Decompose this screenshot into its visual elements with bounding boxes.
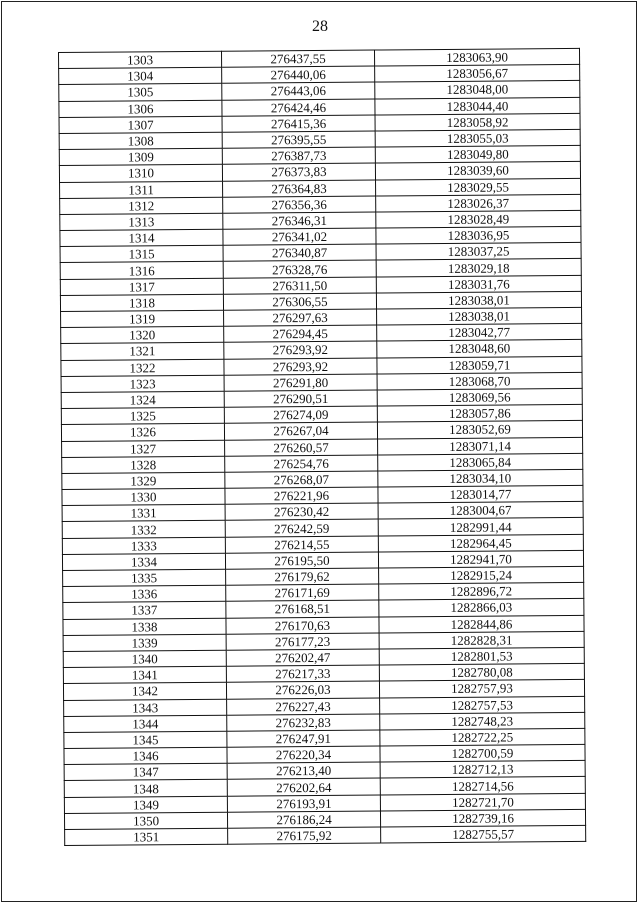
x-coordinate-cell: 276254,76 [225,455,378,472]
point-number-cell: 1305 [59,84,222,101]
x-coordinate-cell: 276373,83 [222,163,375,180]
x-coordinate-cell: 276293,92 [224,341,377,358]
x-coordinate-cell: 276356,36 [223,196,376,213]
point-number-cell: 1349 [64,796,227,813]
x-coordinate-cell: 276346,31 [223,212,376,229]
point-number-cell: 1326 [61,424,224,441]
point-number-cell: 1338 [63,618,226,635]
x-coordinate-cell: 276232,83 [227,714,380,731]
x-coordinate-cell: 276177,23 [226,633,379,650]
point-number-cell: 1309 [59,148,222,165]
point-number-cell: 1318 [60,294,223,311]
x-coordinate-cell: 276437,55 [221,50,374,67]
point-number-cell: 1344 [64,715,227,732]
y-coordinate-cell: 1283004,67 [378,502,583,520]
y-coordinate-cell: 1283063,90 [374,48,579,66]
x-coordinate-cell: 276294,45 [224,325,377,342]
x-coordinate-cell: 276202,47 [226,649,379,666]
y-coordinate-cell: 1283059,71 [377,356,582,374]
y-coordinate-cell: 1282757,53 [380,696,585,714]
point-number-cell: 1313 [60,213,223,230]
point-number-cell: 1347 [64,763,227,780]
point-number-cell: 1316 [60,262,223,279]
x-coordinate-cell: 276214,55 [225,536,378,553]
y-coordinate-cell: 1282757,93 [379,680,584,698]
y-coordinate-cell: 1283038,01 [377,307,582,325]
x-coordinate-cell: 276170,63 [226,617,379,634]
y-coordinate-cell: 1283065,84 [378,453,583,471]
x-coordinate-cell: 276186,24 [227,811,380,828]
point-number-cell: 1310 [59,165,222,182]
x-coordinate-cell: 276230,42 [225,503,378,520]
point-number-cell: 1340 [63,650,226,667]
y-coordinate-cell: 1283071,14 [378,437,583,455]
x-coordinate-cell: 276168,51 [226,600,379,617]
y-coordinate-cell: 1282722,25 [380,728,585,746]
y-coordinate-cell: 1283052,69 [377,421,582,439]
point-number-cell: 1308 [59,132,222,149]
table-row [65,825,586,845]
point-number-cell: 1311 [60,181,223,198]
point-number-cell: 1306 [59,100,222,117]
y-coordinate-cell: 1283055,03 [375,129,580,147]
point-number-cell: 1328 [62,456,225,473]
x-coordinate-cell: 276267,04 [224,422,377,439]
point-number-cell: 1351 [65,828,228,845]
y-coordinate-cell: 1282755,57 [381,825,586,843]
y-coordinate-cell: 1283068,70 [377,372,582,390]
x-coordinate-cell: 276202,64 [227,778,380,795]
page-number: 28 [312,18,328,35]
y-coordinate-cell: 1282721,70 [380,793,585,811]
point-number-cell: 1346 [64,747,227,764]
y-coordinate-cell: 1283029,55 [376,178,581,196]
y-coordinate-cell: 1283036,95 [376,226,581,244]
x-coordinate-cell: 276274,09 [224,406,377,423]
y-coordinate-cell: 1282700,59 [380,744,585,762]
point-number-cell: 1315 [60,245,223,262]
y-coordinate-cell: 1282964,45 [378,534,583,552]
y-coordinate-cell: 1283057,86 [377,405,582,423]
x-coordinate-cell: 276171,69 [226,584,379,601]
x-coordinate-cell: 276260,57 [225,439,378,456]
y-coordinate-cell: 1282739,16 [380,809,585,827]
point-number-cell: 1303 [59,51,222,68]
x-coordinate-cell: 276290,51 [224,390,377,407]
x-coordinate-cell: 276440,06 [222,66,375,83]
y-coordinate-cell: 1283058,92 [375,113,580,131]
y-coordinate-cell: 1282801,53 [379,647,584,665]
point-number-cell: 1343 [64,699,227,716]
y-coordinate-cell: 1283044,40 [375,97,580,115]
point-number-cell: 1335 [63,569,226,586]
x-coordinate-cell: 276341,02 [223,228,376,245]
y-coordinate-cell: 1282712,13 [380,761,585,779]
x-coordinate-cell: 276175,92 [228,827,381,844]
y-coordinate-cell: 1283028,49 [376,210,581,228]
point-number-cell: 1312 [60,197,223,214]
x-coordinate-cell: 276311,50 [223,277,376,294]
y-coordinate-cell: 1283049,80 [375,146,580,164]
point-number-cell: 1350 [64,812,227,829]
point-number-cell: 1325 [61,407,224,424]
point-number-cell: 1319 [61,310,224,327]
point-number-cell: 1337 [63,602,226,619]
y-coordinate-cell: 1283048,60 [377,340,582,358]
point-number-cell: 1342 [63,683,226,700]
y-coordinate-cell: 1283048,00 [375,81,580,99]
point-number-cell: 1322 [61,359,224,376]
x-coordinate-cell: 276247,91 [227,730,380,747]
y-coordinate-cell: 1283069,56 [377,388,582,406]
y-coordinate-cell: 1283039,60 [375,162,580,180]
x-coordinate-cell: 276424,46 [222,99,375,116]
point-number-cell: 1329 [62,472,225,489]
y-coordinate-cell: 1283031,76 [376,275,581,293]
y-coordinate-cell: 1282941,70 [378,550,583,568]
point-number-cell: 1333 [62,537,225,554]
x-coordinate-cell: 276242,59 [225,519,378,536]
y-coordinate-cell: 1283042,77 [377,324,582,342]
point-number-cell: 1320 [61,326,224,343]
y-coordinate-cell: 1282844,86 [379,615,584,633]
y-coordinate-cell: 1282748,23 [380,712,585,730]
y-coordinate-cell: 1283037,25 [376,243,581,261]
y-coordinate-cell: 1283038,01 [376,291,581,309]
point-number-cell: 1324 [61,391,224,408]
x-coordinate-cell: 276328,76 [223,260,376,277]
x-coordinate-cell: 276217,33 [226,665,379,682]
x-coordinate-cell: 276395,55 [222,131,375,148]
x-coordinate-cell: 276387,73 [222,147,375,164]
point-number-cell: 1330 [62,488,225,505]
y-coordinate-cell: 1282714,56 [380,777,585,795]
y-coordinate-cell: 1282896,72 [379,583,584,601]
y-coordinate-cell: 1282991,44 [378,518,583,536]
x-coordinate-cell: 276291,80 [224,374,377,391]
point-number-cell: 1307 [59,116,222,133]
x-coordinate-cell: 276227,43 [227,697,380,714]
y-coordinate-cell: 1282828,31 [379,631,584,649]
x-coordinate-cell: 276364,83 [223,180,376,197]
x-coordinate-cell: 276193,91 [227,795,380,812]
y-coordinate-cell: 1282915,24 [379,566,584,584]
y-coordinate-cell: 1283029,18 [376,259,581,277]
point-number-cell: 1317 [60,278,223,295]
coordinates-table [58,48,586,846]
point-number-cell: 1334 [62,553,225,570]
x-coordinate-cell: 276293,92 [224,358,377,375]
y-coordinate-cell: 1283034,10 [378,469,583,487]
point-number-cell: 1332 [62,521,225,538]
coordinates-table-body [59,48,586,845]
point-number-cell: 1327 [62,440,225,457]
point-number-cell: 1314 [60,229,223,246]
point-number-cell: 1345 [64,731,227,748]
y-coordinate-cell: 1283056,67 [375,65,580,83]
y-coordinate-cell: 1283026,37 [376,194,581,212]
point-number-cell: 1323 [61,375,224,392]
point-number-cell: 1304 [59,67,222,84]
y-coordinate-cell: 1282866,03 [379,599,584,617]
x-coordinate-cell: 276340,87 [223,244,376,261]
x-coordinate-cell: 276306,55 [223,293,376,310]
point-number-cell: 1321 [61,343,224,360]
point-number-cell: 1341 [63,666,226,683]
x-coordinate-cell: 276195,50 [225,552,378,569]
x-coordinate-cell: 276226,03 [226,681,379,698]
point-number-cell: 1348 [64,780,227,797]
point-number-cell: 1339 [63,634,226,651]
y-coordinate-cell: 1283014,77 [378,485,583,503]
x-coordinate-cell: 276297,63 [224,309,377,326]
x-coordinate-cell: 276179,62 [226,568,379,585]
x-coordinate-cell: 276268,07 [225,471,378,488]
y-coordinate-cell: 1282780,08 [379,664,584,682]
x-coordinate-cell: 276213,40 [227,762,380,779]
x-coordinate-cell: 276443,06 [222,82,375,99]
point-number-cell: 1331 [62,504,225,521]
x-coordinate-cell: 276220,34 [227,746,380,763]
x-coordinate-cell: 276221,96 [225,487,378,504]
x-coordinate-cell: 276415,36 [222,115,375,132]
point-number-cell: 1336 [63,585,226,602]
